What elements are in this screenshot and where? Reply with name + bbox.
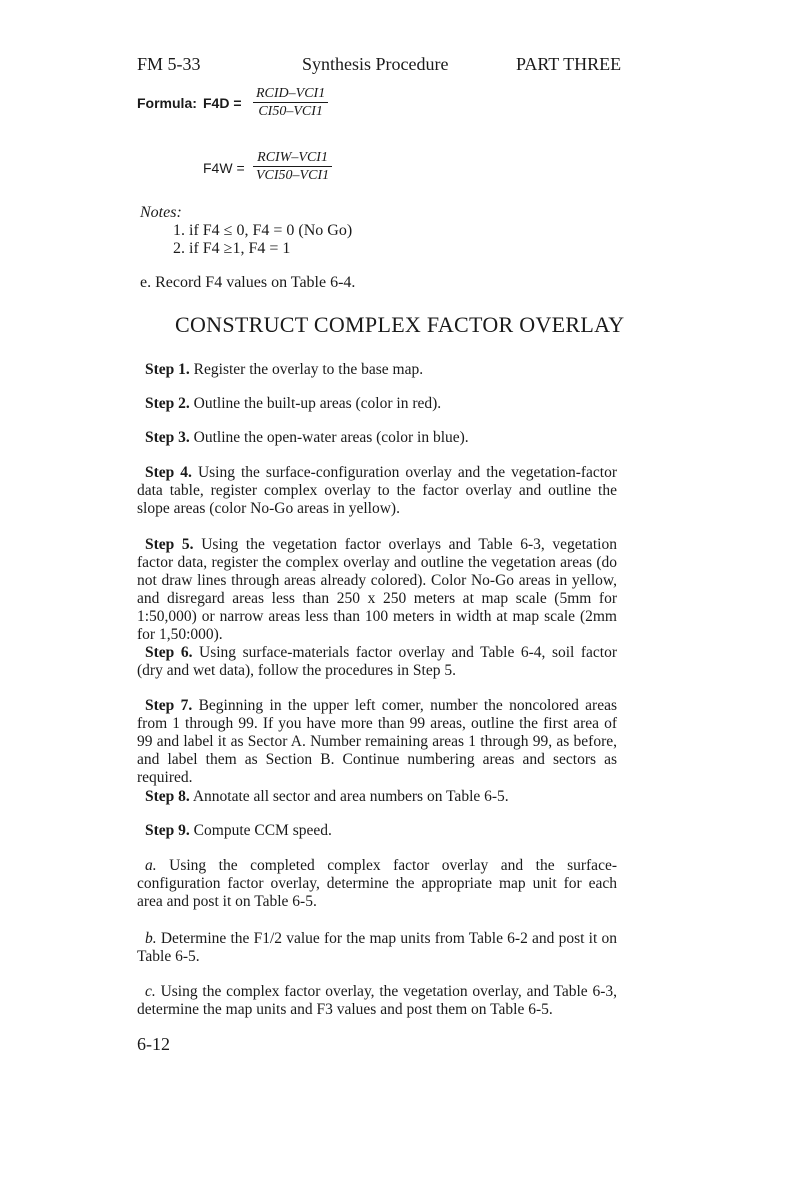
step-3-text: Outline the open-water areas (color in blue). (193, 429, 469, 446)
sub-step-c-text: Using the complex factor overlay, the vegetation overlay, and Table 6-3, determine the map units and F3 values and post them on Table 6-5. (137, 983, 617, 1018)
f4w-denominator: VCI50–VCI1 (253, 166, 332, 184)
f4w-fraction (253, 150, 332, 184)
note-2: 2. if F4 ≥1, F4 = 1 (173, 240, 291, 257)
header-section-title: Synthesis Procedure (302, 54, 449, 74)
f4w-label: F4W = (203, 160, 245, 176)
step-7-text: Beginning in the upper left comer, number the noncolored areas from 1 through 99. If you have more than 99 areas, outline the first area of 99 and label it as Sector A. Number remaining areas 1 through 99, as before, and label them as Section B. Continue numbering areas and sectors as required. (137, 697, 617, 786)
step-9-text: Compute CCM speed. (193, 822, 332, 839)
step-4-text: Using the surface-configuration overlay and the vegetation-factor data table, register complex overlay to the factor overlay and outline the slope areas (color No-Go areas in yellow). (137, 464, 617, 517)
step-4-label: Step 4. (145, 464, 192, 481)
sub-step-b (137, 930, 617, 966)
f4w-numerator: RCIW–VCI1 (257, 150, 328, 165)
step-2-label: Step 2. (145, 395, 190, 412)
step-7-label: Step 7. (145, 697, 193, 714)
f4d-numerator: RCID–VCI1 (256, 86, 326, 101)
record-f4-instruction: e. Record F4 values on Table 6-4. (140, 274, 356, 291)
f4d-denominator: CI50–VCI1 (253, 102, 328, 120)
sub-step-a-text: Using the completed complex factor overlay and the surface-configuration factor overlay, determine the appropriate map unit for each area and post it on Table 6-5. (137, 857, 617, 910)
step-5-label: Step 5. (145, 536, 194, 553)
section-heading: CONSTRUCT COMPLEX FACTOR OVERLAY (175, 312, 625, 337)
sub-step-c-label: c. (145, 983, 156, 1000)
note-1: 1. if F4 ≤ 0, F4 = 0 (No Go) (173, 222, 353, 239)
step-9-label: Step 9. (145, 822, 190, 839)
step-9 (137, 822, 617, 840)
step-1 (137, 361, 617, 379)
sub-step-c (137, 983, 617, 1019)
step-1-label: Step 1. (145, 361, 190, 378)
step-6-label: Step 6. (145, 644, 193, 661)
step-5 (137, 536, 617, 644)
step-3 (137, 429, 617, 447)
sub-step-b-text: Determine the F1/2 value for the map units from Table 6-2 and post it on Table 6-5. (137, 930, 618, 965)
step-3-label: Step 3. (145, 429, 190, 446)
sub-step-a (137, 857, 617, 911)
step-2 (137, 395, 617, 413)
f4d-fraction (253, 86, 328, 120)
step-1-text: Register the overlay to the base map. (193, 361, 424, 378)
step-6-text: Using surface-materials factor overlay and Table 6-4, soil factor (dry and wet data), follow the procedures in Step 5. (137, 644, 618, 679)
notes-title: Notes: (140, 204, 182, 221)
header-part: PART THREE (516, 54, 622, 74)
page-number: 6-12 (137, 1034, 170, 1054)
step-8-text: Annotate all sector and area numbers on Table 6-5. (192, 788, 509, 805)
step-8-label: Step 8. (145, 788, 190, 805)
step-6 (137, 644, 617, 680)
step-2-text: Outline the built-up areas (color in red). (193, 395, 442, 412)
f4d-label: F4D = (203, 95, 242, 111)
step-7 (137, 697, 617, 787)
step-8 (137, 788, 617, 806)
step-5-text: Using the vegetation factor overlays and Table 6-3, vegetation factor data, register the complex overlay and outline the vegetation areas (do not draw lines through areas already colored). Color No-Go areas in yellow, and disregard areas less than 250 x 250 meters at map scale (5mm for 1:50,000) or narrow areas less than 100 meters in width at map scale (2mm for 1,50:000). (137, 536, 617, 643)
sub-step-b-label: b. (145, 930, 157, 947)
sub-step-a-label: a. (145, 857, 157, 874)
formula-label: Formula: (137, 95, 197, 111)
header-manual-number: FM 5-33 (137, 54, 201, 74)
step-4 (137, 464, 617, 518)
